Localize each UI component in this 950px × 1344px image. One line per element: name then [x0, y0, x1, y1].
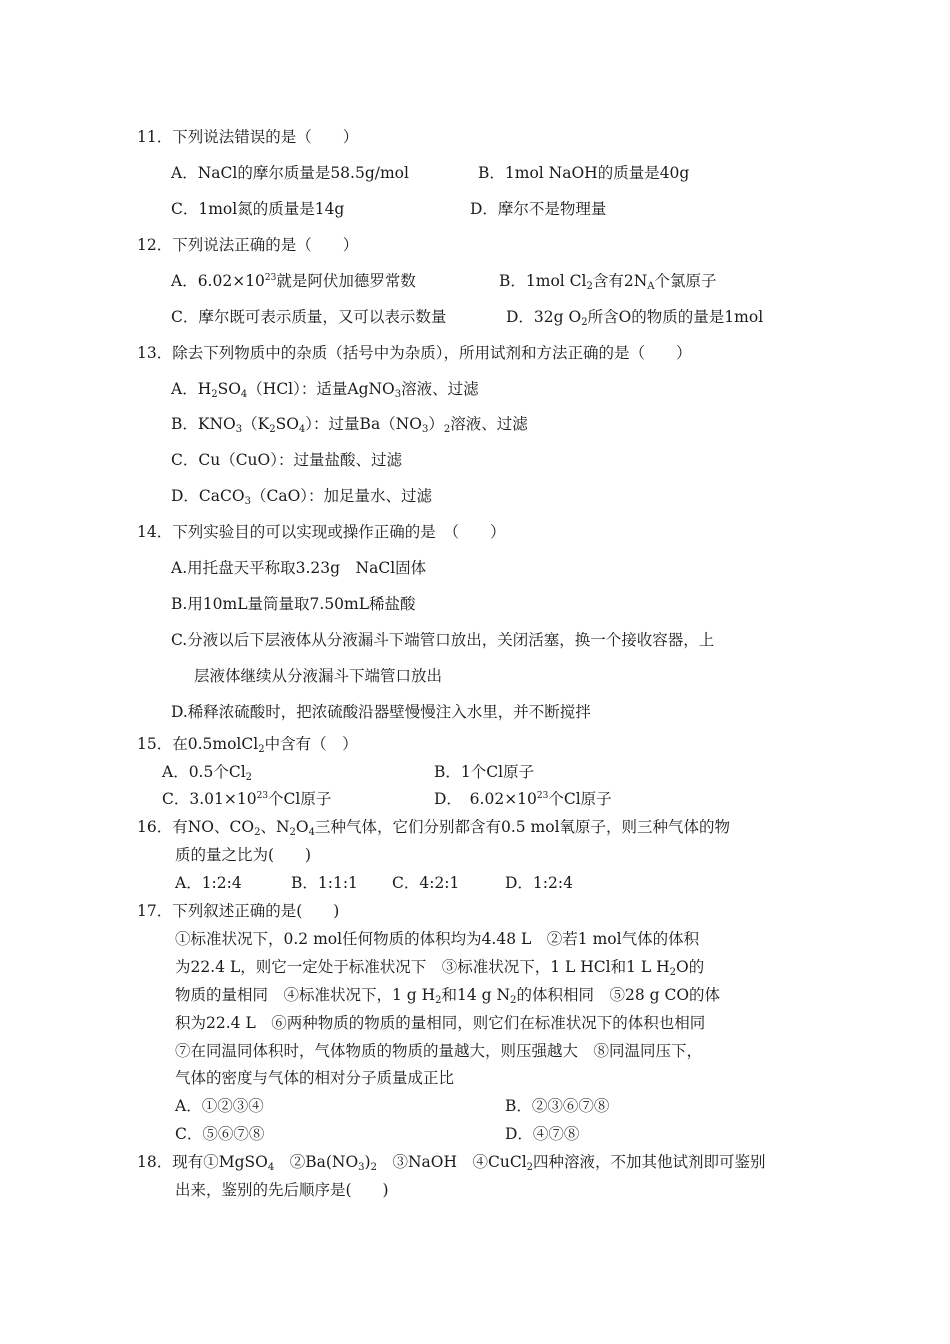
- q18-stem: 18．现有①MgSO$_4$ $②Ba(NO_3)_2$ ③NaOH ④CuCl$_2$四种溶液，不加其他试剂即可鉴别: [137, 1153, 766, 1173]
- q11-option-b: B．1mol NaOH的质量是40g: [478, 164, 690, 182]
- q17-option-a: A．①②③④: [175, 1097, 264, 1115]
- q14-option-d: D.稀释浓硫酸时，把浓硫酸沿器壁慢慢注入水里，并不断搅拌: [171, 703, 591, 721]
- q12-option-b: B．1mol $Cl_2$含有$2N_A$个氯原子: [499, 272, 717, 292]
- q17-statement-line-1: ①标准状况下，0.2 mol任何物质的体积均为4.48 L ②若1 mol气体的体积: [175, 930, 700, 948]
- q17-statement-line-6: 气体的密度与气体的相对分子质量成正比: [175, 1069, 455, 1087]
- q17-stem: 17．下列叙述正确的是( ): [137, 902, 340, 920]
- q17-statement-line-5: ⑦在同温同体积时，气体物质的物质的量越大，则压强越大 ⑧同温同压下，: [175, 1042, 703, 1060]
- q15-option-b: B．1个Cl原子: [434, 763, 535, 781]
- q12-option-c: C．摩尔既可表示质量，又可以表示数量: [171, 308, 447, 326]
- q18-stem-continued: 出来，鉴别的先后顺序是( ): [175, 1181, 389, 1199]
- q13-option-c: C．Cu（CuO）：过量盐酸、过滤: [171, 451, 403, 469]
- q13-option-a: A．$H_2SO_4(HCl)$：适量AgNO$_3$溶液、过滤: [171, 380, 479, 400]
- q14-option-c: C.分液以后下层液体从分液漏斗下端管口放出，关闭活塞，换一个接收容器，上: [171, 631, 715, 649]
- q13-option-b: B．$KNO_3(K_2SO_4)$：过量$Ba(NO_3)_2$溶液、过滤: [171, 415, 528, 435]
- q14-option-b: B.用10mL量筒量取7.50mL稀盐酸: [171, 595, 416, 613]
- q17-statement-line-4: 积为22.4 L ⑥两种物质的物质的量相同，则它们在标准状况下的体积也相同: [175, 1014, 706, 1032]
- q17-statement-line-3: 物质的量相同 ④标准状况下，1 g $H_2$和14 g $N_2$的体积相同 ⑤28 g CO的体: [175, 986, 721, 1006]
- q11-stem: 11．下列说法错误的是（ ）: [137, 128, 359, 146]
- q15-option-d: D． $6.02\times 10^{23}$个Cl原子: [434, 790, 612, 808]
- q17-option-c: C．⑤⑥⑦⑧: [175, 1125, 265, 1143]
- q14-stem: 14．下列实验目的可以实现或操作正确的是 （ ）: [137, 523, 506, 541]
- q14-option-a: A.用托盘天平称取3.23g NaCl固体: [171, 559, 427, 577]
- q13-option-d: D．CaCO$_3$（CaO）：加足量水、过滤: [171, 487, 433, 507]
- q16-option-b: B．1:1:1: [291, 874, 358, 892]
- q15-stem: 15．在0.5molCl$_2$中含有（ ）: [137, 735, 358, 755]
- q17-option-d: D．④⑦⑧: [505, 1125, 580, 1143]
- q11-option-d: D．摩尔不是物理量: [470, 200, 607, 218]
- q16-stem-continued: 质的量之比为( ): [175, 846, 312, 864]
- q16-option-a: A．1:2:4: [175, 874, 242, 892]
- q15-option-c: C．$3.01\times 10^{23}$个Cl原子: [162, 790, 332, 808]
- q12-option-d: D．32g $O_2$所含O的物质的量是1mol: [506, 308, 764, 328]
- q11-option-a: A．NaCl的摩尔质量是58.5g/mol: [171, 164, 409, 182]
- q17-statement-line-2: 为22.4 L，则它一定处于标准状况下 ③标准状况下，1 L HCl和1 L $H_2O$的: [175, 958, 705, 978]
- q16-stem: 16．有NO、$CO_2$、$N_2O_4$三种气体，它们分别都含有0.5 mol氧原子，则三种气体的物: [137, 818, 731, 838]
- q14-option-c-continued: 层液体继续从分液漏斗下端管口放出: [194, 667, 443, 685]
- q12-option-a: A．$6.02\times 10^{23}$就是阿伏加德罗常数: [171, 272, 416, 290]
- q16-option-c: C．4:2:1: [392, 874, 460, 892]
- q16-option-d: D．1:2:4: [505, 874, 573, 892]
- q17-option-b: B．②③⑥⑦⑧: [505, 1097, 610, 1115]
- q13-stem: 13．除去下列物质中的杂质（括号中为杂质），所用试剂和方法正确的是（ ）: [137, 344, 692, 362]
- q11-option-c: C．1mol氮的质量是14g: [171, 200, 345, 218]
- q15-option-a: A．0.5个$Cl_2$: [162, 763, 253, 783]
- q12-stem: 12．下列说法正确的是（ ）: [137, 236, 359, 254]
